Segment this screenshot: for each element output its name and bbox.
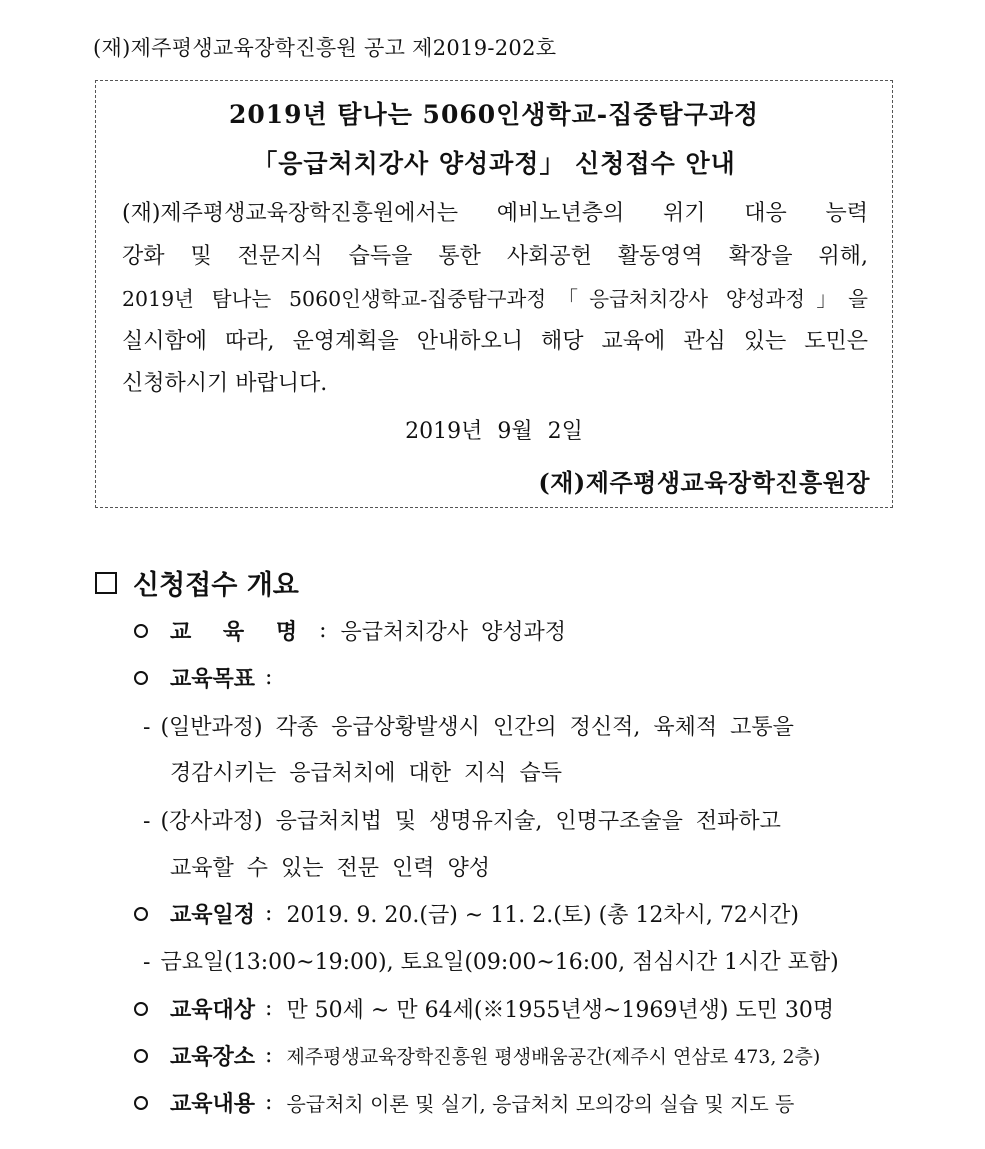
- separator: :: [265, 996, 273, 1021]
- target-value: 만 50세 ~ 만 64세(※1955년생~1969년생) 도민 30명: [286, 998, 835, 1023]
- announcement-box: [95, 80, 893, 508]
- body-line: (재)제주평생교육장학진흥원에서는 예비노년층의 위기 대응 능력: [122, 201, 868, 226]
- body-line: 실시함에 따라, 운영계획을 안내하오니 해당 교육에 관심 있는 도민은: [122, 328, 868, 354]
- goal-label: 교육목표: [170, 666, 256, 692]
- separator: :: [265, 1090, 273, 1115]
- body-line: 강화 및 전문지식 습득을 통한 사회공헌 활동영역 확장을 위해,: [122, 243, 868, 269]
- schedule-detail: 금요일(13:00~19:00), 토요일(09:00~16:00, 점심시간 1시간 포함): [160, 950, 839, 975]
- circle-bullet-icon: [134, 671, 148, 685]
- announcement-signer: (재)제주평생교육장학진흥원장: [538, 468, 870, 497]
- target-item: [134, 993, 834, 1024]
- goal-continuation: 경감시키는 응급처치에 대한 지식 습득: [170, 761, 563, 786]
- circle-bullet-icon: [134, 907, 148, 921]
- edu-name-value: 응급처치강사 양성과정: [340, 620, 567, 645]
- content-item: [134, 1087, 794, 1118]
- dash: -: [143, 715, 151, 740]
- section-heading: [95, 563, 299, 602]
- content-label: 교육내용: [170, 1091, 256, 1117]
- goal-line: [143, 710, 794, 741]
- place-item: [134, 1040, 820, 1071]
- goal-text: (일반과정) 각종 응급상황발생시 인간의 정신적, 육체적 고통을: [160, 715, 794, 740]
- dash: -: [143, 950, 151, 975]
- separator: :: [319, 618, 327, 643]
- goal-line: [143, 804, 781, 835]
- schedule-item: [134, 898, 799, 929]
- place-value: 제주평생교육장학진흥원 평생배움공간(제주시 연삼로 473, 2층): [286, 1046, 821, 1068]
- circle-bullet-icon: [134, 1049, 148, 1063]
- place-label: 교육장소: [170, 1044, 256, 1070]
- body-line: 2019년 탐나는 5060인생학교-집중탐구과정「응급처치강사 양성과정」을: [122, 287, 868, 311]
- circle-bullet-icon: [134, 624, 148, 638]
- edu-name-label: 교 육 명: [170, 619, 310, 645]
- schedule-label: 교육일정: [170, 902, 256, 928]
- target-label: 교육대상: [170, 997, 256, 1023]
- edu-name-item: [134, 615, 566, 646]
- notice-number: (재)제주평생교육장학진흥원 공고 제2019-202호: [93, 36, 557, 60]
- schedule-detail-line: [143, 945, 839, 976]
- goal-item: [134, 662, 286, 693]
- section-heading-label: 신청접수 개요: [133, 570, 299, 601]
- announcement-title-line1: 2019년 탐나는 5060인생학교-집중탐구과정: [228, 100, 760, 129]
- announcement-date: 2019년 9월 2일: [405, 419, 583, 444]
- separator: :: [265, 901, 273, 926]
- schedule-value: 2019. 9. 20.(금) ~ 11. 2.(토) (총 12차시, 72시간): [286, 903, 799, 928]
- checkbox-icon: [95, 572, 117, 594]
- content-value: 응급처치 이론 및 실기, 응급처치 모의강의 실습 및 지도 등: [286, 1092, 795, 1116]
- announcement-body: [122, 193, 868, 406]
- announcement-title-line2: 「응급처치강사 양성과정」 신청접수 안내: [252, 149, 736, 178]
- separator: :: [265, 1043, 273, 1068]
- circle-bullet-icon: [134, 1002, 148, 1016]
- separator: :: [265, 665, 273, 690]
- circle-bullet-icon: [134, 1096, 148, 1110]
- goal-text: (강사과정) 응급처치법 및 생명유지술, 인명구조술을 전파하고: [160, 809, 781, 834]
- body-line: 신청하시기 바랍니다.: [122, 371, 328, 396]
- goal-continuation: 교육할 수 있는 전문 인력 양성: [170, 856, 490, 881]
- dash: -: [143, 809, 151, 834]
